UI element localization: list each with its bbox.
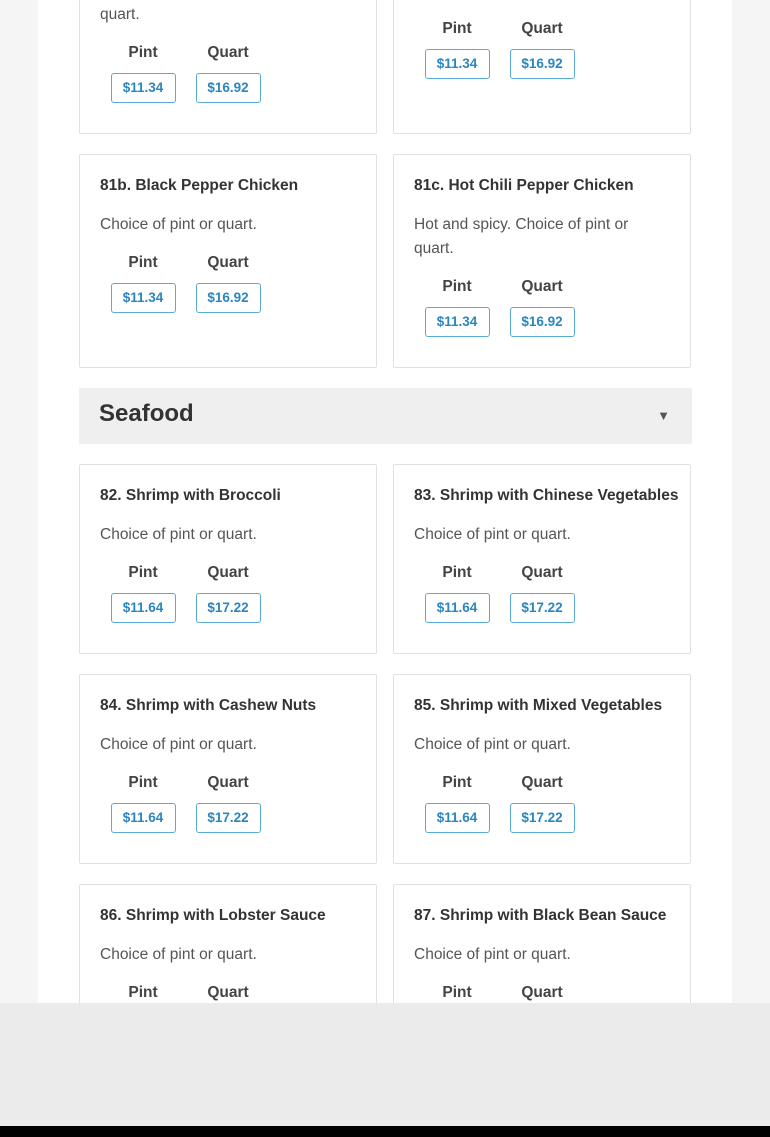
pint-label: Pint (442, 774, 472, 791)
pint-label: Pint (442, 984, 472, 1001)
menu-item-card[interactable] (393, 884, 691, 1003)
quart-price-group (195, 253, 261, 313)
item-description: Hot and spicy. Choice of pint or quart. (414, 216, 629, 257)
quart-price-group (509, 983, 575, 1003)
item-description: Choice of pint or quart. (100, 216, 257, 233)
item-title: 86. Shrimp with Lobster Sauce (100, 907, 326, 924)
quart-price-button[interactable]: $16.92 (196, 283, 261, 313)
item-title: 87. Shrimp with Black Bean Sauce (414, 907, 667, 924)
menu-item-card[interactable] (79, 154, 377, 368)
pint-label: Pint (128, 254, 158, 271)
quart-price-group (195, 563, 261, 623)
menu-item-card[interactable] (79, 884, 377, 1003)
menu-item-card[interactable] (79, 674, 377, 864)
pint-label: Pint (442, 278, 472, 295)
pint-price-group (110, 773, 176, 833)
quart-label: Quart (207, 774, 249, 791)
pint-price-button[interactable]: $11.34 (425, 307, 490, 337)
quart-label: Quart (207, 564, 249, 581)
pint-price-group (424, 983, 490, 1003)
pint-price-group (110, 983, 176, 1003)
item-description: Choice of pint or quart. (100, 526, 257, 543)
pint-label: Pint (128, 984, 158, 1001)
quart-price-group (195, 773, 261, 833)
item-title: 81b. Black Pepper Chicken (100, 177, 299, 194)
item-description: quart. (100, 6, 140, 23)
pint-label: Pint (128, 774, 158, 791)
pint-label: Pint (442, 20, 472, 37)
pint-price-group (424, 277, 490, 337)
pint-price-group (424, 563, 490, 623)
quart-price-group (509, 277, 575, 337)
quart-price-group (195, 43, 261, 103)
pint-price-button[interactable]: $11.34 (425, 49, 490, 79)
quart-label: Quart (521, 984, 563, 1001)
bottom-overlay-bar (0, 1003, 770, 1126)
menu-item-card[interactable] (79, 464, 377, 654)
item-title: 85. Shrimp with Mixed Vegetables (414, 697, 663, 714)
pint-price-button[interactable]: $11.64 (111, 803, 176, 833)
quart-price-group (509, 563, 575, 623)
quart-label: Quart (521, 20, 563, 37)
pint-price-group (424, 773, 490, 833)
section-title: Seafood (99, 400, 194, 427)
pint-price-group (110, 563, 176, 623)
quart-label: Quart (207, 44, 249, 61)
bottom-edge (0, 1126, 770, 1137)
pint-label: Pint (442, 564, 472, 581)
menu-item-card[interactable] (393, 464, 691, 654)
quart-price-group (509, 19, 575, 79)
quart-price-button[interactable]: $16.92 (510, 49, 575, 79)
pint-price-button[interactable]: $11.64 (425, 803, 490, 833)
menu-item-card[interactable] (393, 674, 691, 864)
item-title: 83. Shrimp with Chinese Vegetables (414, 487, 679, 504)
item-description: Choice of pint or quart. (414, 736, 571, 753)
item-description: Choice of pint or quart. (100, 736, 257, 753)
menu-item-card[interactable] (79, 0, 377, 134)
quart-label: Quart (521, 278, 563, 295)
quart-price-group (509, 773, 575, 833)
pint-price-button[interactable]: $11.64 (425, 593, 490, 623)
pint-price-group (110, 43, 176, 103)
quart-price-button[interactable]: $17.22 (510, 803, 575, 833)
quart-label: Quart (521, 564, 563, 581)
pint-price-button[interactable]: $11.34 (111, 73, 176, 103)
quart-label: Quart (207, 254, 249, 271)
item-title: 82. Shrimp with Broccoli (100, 487, 281, 504)
quart-label: Quart (207, 984, 249, 1001)
pint-label: Pint (128, 564, 158, 581)
quart-price-button[interactable]: $17.22 (196, 593, 261, 623)
pint-price-button[interactable]: $11.64 (111, 593, 176, 623)
section-header-seafood[interactable] (79, 388, 692, 444)
quart-price-button[interactable]: $17.22 (510, 593, 575, 623)
item-description: Choice of pint or quart. (100, 946, 257, 963)
menu-page (38, 0, 732, 1003)
quart-price-button[interactable]: $16.92 (510, 307, 575, 337)
quart-price-button[interactable]: $16.92 (196, 73, 261, 103)
item-title: 81c. Hot Chili Pepper Chicken (414, 177, 634, 194)
item-title: 84. Shrimp with Cashew Nuts (100, 697, 317, 714)
item-description: Choice of pint or quart. (414, 526, 571, 543)
pint-price-button[interactable]: $11.34 (111, 283, 176, 313)
menu-item-card[interactable] (393, 0, 691, 134)
menu-item-card[interactable] (393, 154, 691, 368)
quart-price-button[interactable]: $17.22 (196, 803, 261, 833)
item-description: Choice of pint or quart. (414, 946, 571, 963)
pint-price-group (424, 19, 490, 79)
quart-price-group (195, 983, 261, 1003)
pint-price-group (110, 253, 176, 313)
chevron-down-icon: ▼ (657, 408, 670, 423)
quart-label: Quart (521, 774, 563, 791)
pint-label: Pint (128, 44, 158, 61)
